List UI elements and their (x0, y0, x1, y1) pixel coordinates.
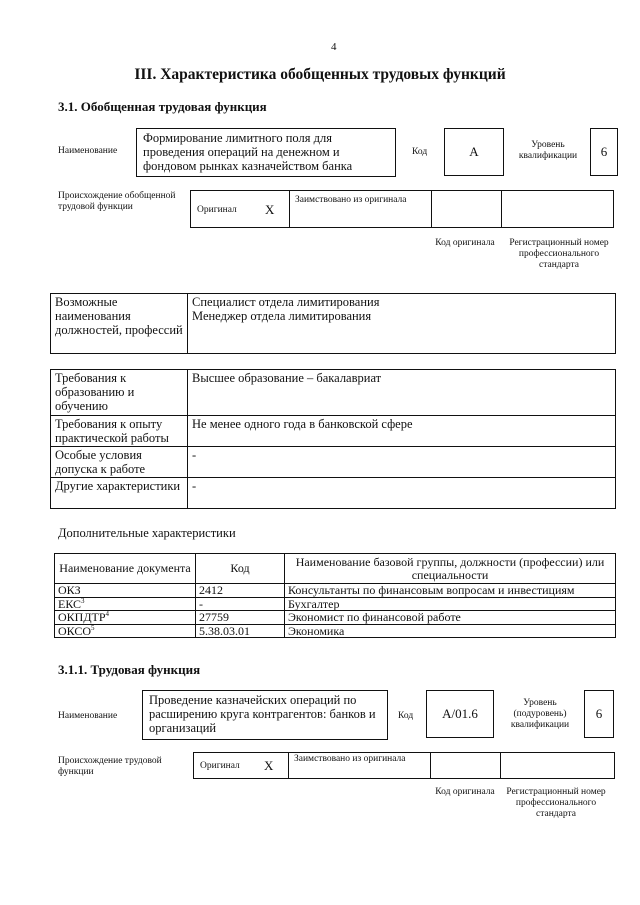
gtf-original-mark: X (265, 202, 275, 217)
divider (501, 190, 502, 228)
page-number: 4 (331, 41, 337, 53)
gtf-reg-num-label: Регистрационный номер профессионального стандарта (509, 237, 609, 270)
gtf-level-label: Уровень квалификации (518, 140, 578, 161)
section-title: III. Характеристика обобщенных трудовых функций (134, 66, 506, 83)
divider (288, 752, 289, 779)
divider (430, 752, 431, 779)
doc-footnote: 5 (91, 623, 95, 632)
tf-origin-label: Происхождение трудовой функции (58, 756, 162, 777)
doc-cell (55, 624, 196, 638)
tf-code-label: Код (398, 711, 414, 721)
tf-level-value: 6 (595, 706, 603, 721)
doc-name: ЕКС (58, 596, 82, 611)
doc-name: ОКЗ (58, 583, 81, 597)
position-item: Специалист отдела лимитирования (192, 295, 380, 309)
requirement-label: Требования к опыту практической работы (51, 416, 188, 447)
name-cell: Экономист по финансовой работе (285, 611, 616, 625)
header-name: Наименование базовой группы, должности (профессии) или специальности (285, 554, 616, 584)
position-item: Менеджер отдела лимитирования (192, 309, 372, 323)
additional-table (54, 553, 616, 638)
doc-name: ОКСО (58, 623, 92, 638)
doc-cell (55, 584, 196, 598)
tf-code-value: А/01.6 (442, 706, 478, 721)
tf-borrowed-label: Заимствовано из оригинала (294, 754, 406, 764)
doc-name: ОКПДТР (58, 610, 106, 624)
divider (500, 752, 501, 779)
header-document: Наименование документа (55, 554, 196, 584)
tf-code-orig-label: Код оригинала (435, 786, 495, 797)
requirement-value: - (188, 478, 616, 509)
additional-caption: Дополнительные характеристики (58, 526, 236, 540)
requirement-value: Высшее образование – бакалавриат (188, 370, 616, 416)
header-code: Код (196, 554, 285, 584)
gtf-origin-label: Происхождение обобщенной трудовой функции (58, 191, 176, 212)
tf-level-label: Уровень (подуровень) квалификации (510, 697, 570, 730)
requirement-value: - (188, 447, 616, 478)
requirement-value: Не менее одного года в банковской сфере (188, 416, 616, 447)
requirement-row (51, 370, 616, 416)
gtf-name-box (136, 128, 396, 177)
code-cell: 5.38.03.01 (196, 624, 285, 638)
positions-label: Возможные наименования должностей, профессий (51, 294, 188, 354)
tf-name-label: Наименование (58, 711, 118, 721)
divider (289, 190, 290, 228)
requirement-row (51, 478, 616, 509)
doc-cell (55, 597, 196, 611)
doc-footnote: 4 (105, 610, 110, 618)
requirement-row (51, 447, 616, 478)
gtf-code-label: Код (412, 147, 428, 157)
name-cell: Экономика (285, 624, 616, 638)
gtf-code-orig-label: Код оригинала (435, 237, 495, 248)
code-cell: 27759 (196, 611, 285, 625)
gtf-origin-table (190, 190, 614, 228)
gtf-code-box (444, 128, 504, 176)
requirements-table (50, 369, 616, 509)
doc-footnote: 3 (81, 596, 85, 605)
gtf-code-value: А (469, 144, 479, 159)
gtf-name-value: Формирование лимитного поля для проведения операций на денежном и фондовом рынках казначейством банка (143, 131, 353, 173)
code-cell: - (196, 597, 285, 611)
table-row (55, 611, 616, 625)
code-cell: 2412 (196, 584, 285, 598)
positions-row (51, 294, 616, 354)
tf-original-label: Оригинал (200, 761, 240, 771)
additional-header-row (55, 554, 616, 584)
tf-code-box (426, 690, 494, 738)
table-row (55, 597, 616, 611)
doc-cell (55, 611, 196, 625)
table-row (55, 624, 616, 638)
positions-table (50, 293, 616, 354)
gtf-level-value: 6 (600, 144, 608, 159)
requirement-label: Особые условия допуска к работе (51, 447, 188, 478)
tf-reg-num-label: Регистрационный номер профессионального стандарта (506, 786, 606, 819)
name-cell: Консультанты по финансовым вопросам и инвестициям (285, 584, 616, 598)
positions-values (188, 294, 616, 354)
subsection-title: 3.1. Обобщенная трудовая функция (58, 99, 267, 114)
requirement-label: Другие характеристики (51, 478, 188, 509)
gtf-borrowed-label: Заимствовано из оригинала (295, 195, 407, 205)
gtf-level-box (590, 128, 618, 176)
tf-name-box (142, 690, 388, 740)
gtf-original-label: Оригинал (197, 205, 237, 215)
tf-original-mark: X (264, 758, 274, 773)
name-cell: Бухгалтер (285, 597, 616, 611)
tf-level-box (584, 690, 614, 738)
table-row (55, 584, 616, 598)
gtf-name-label: Наименование (58, 146, 118, 156)
divider (431, 190, 432, 228)
requirement-label: Требования к образованию и обучению (51, 370, 188, 416)
requirement-row (51, 416, 616, 447)
tf-origin-table (193, 752, 615, 779)
tf-title: 3.1.1. Трудовая функция (58, 662, 201, 677)
tf-name-value: Проведение казначейских операций по расширению круга контрагентов: банков и организаций (149, 693, 376, 735)
